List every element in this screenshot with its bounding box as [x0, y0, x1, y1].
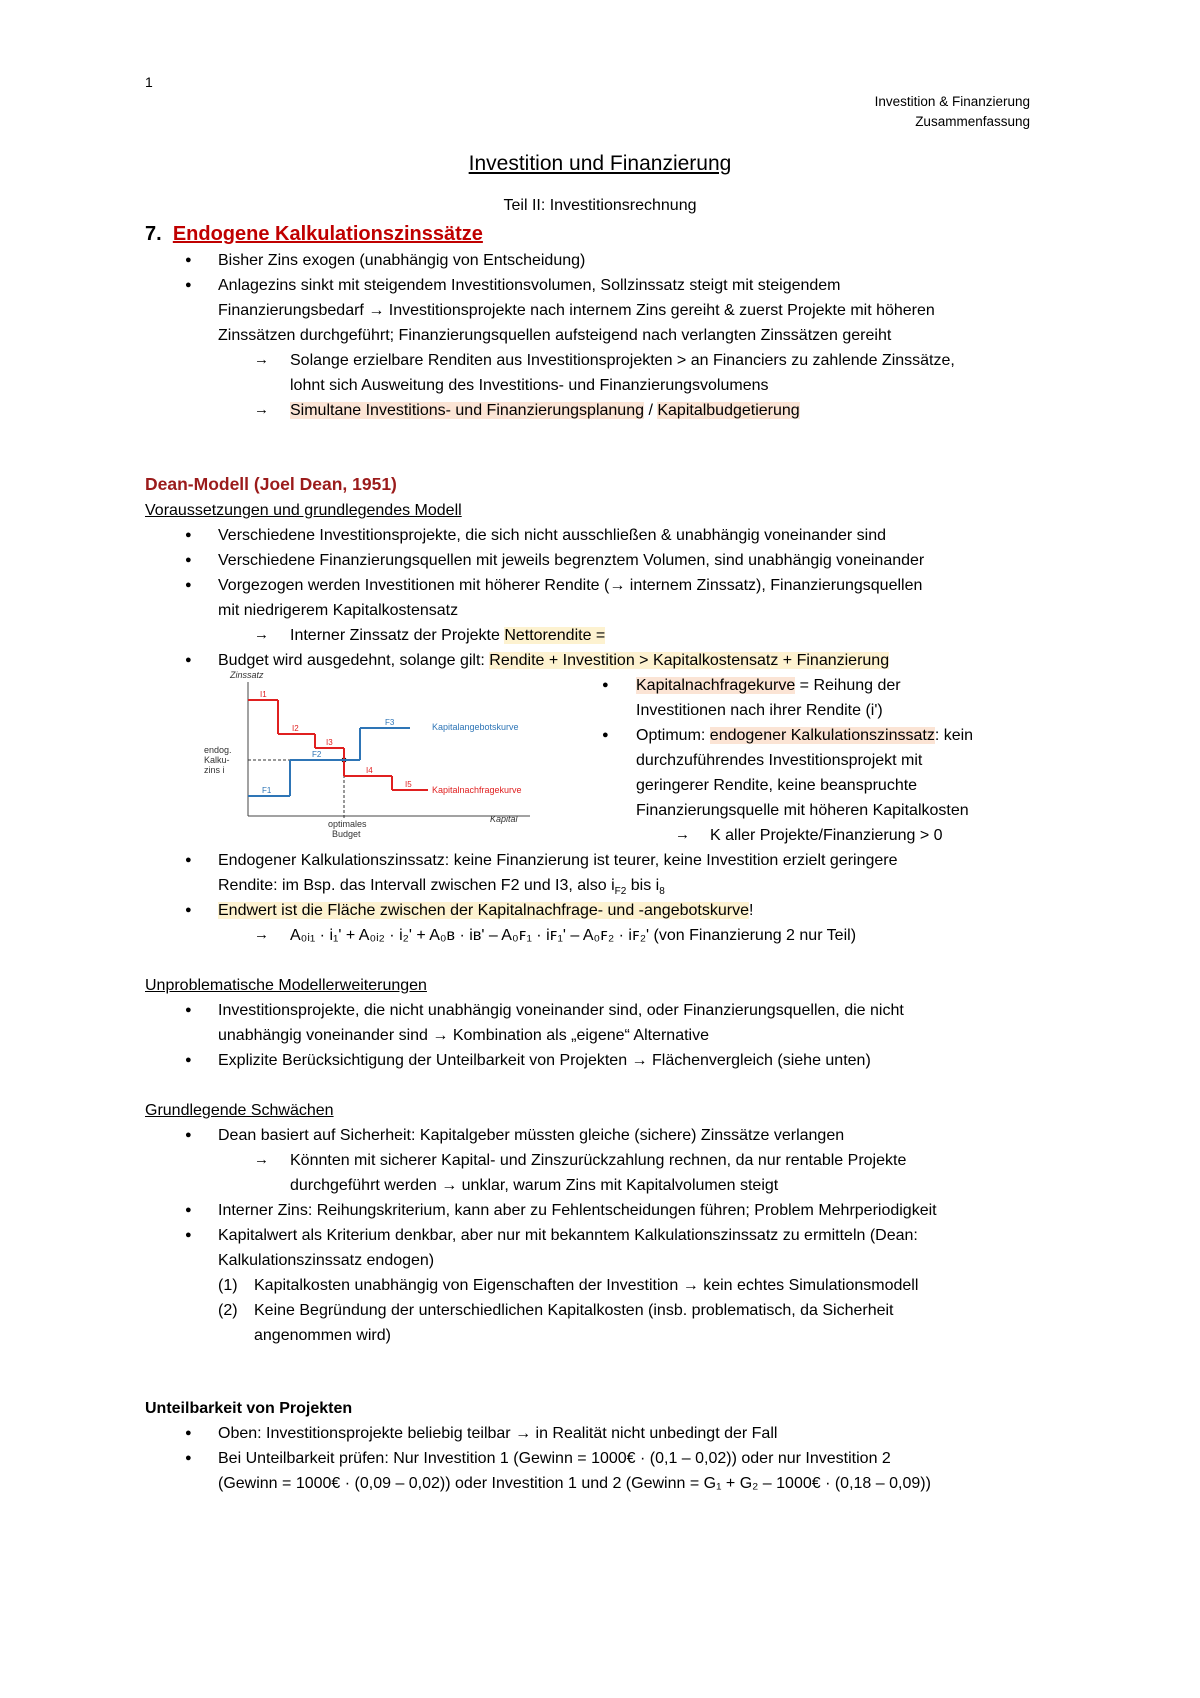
text-line: Verschiedene Finanzierungsquellen mit jeweils begrenztem Volumen, sind unabhängig voneinander: [218, 552, 925, 569]
arrow-icon: →: [254, 351, 269, 368]
page-number: 1: [145, 74, 153, 90]
text: Interner Zinssatz der Projekte: [290, 627, 505, 644]
highlight: Kapitalnachfragekurve: [636, 677, 796, 694]
label-f1: F1: [262, 786, 272, 795]
text-line: [218, 901, 753, 921]
text-line: Finanzierungsquelle mit höheren Kapitalkosten: [636, 802, 969, 819]
text-line: Bei Unteilbarkeit prüfen: Nur Investition 1 (Gewinn = 1000€ · (0,1 – 0,02)) oder nur Investition 2: [218, 1450, 891, 1467]
budget-label-1: optimales: [328, 819, 367, 829]
text: bis i: [626, 877, 660, 894]
budget-label-2: Budget: [332, 829, 361, 839]
text-line: unabhängig voneinander sind → Kombination als „eigene“ Alternative: [218, 1027, 709, 1044]
bullet-icon: ●: [185, 854, 192, 866]
bullet-icon: ●: [185, 904, 192, 916]
text-line: Keine Begründung der unterschiedlichen Kapitalkosten (insb. problematisch, da Sicherheit: [254, 1302, 894, 1319]
text-line: K aller Projekte/Finanzierung > 0: [710, 827, 943, 844]
text-line: Kapitalkosten unabhängig von Eigenschaften der Investition → kein echtes Simulationsmodell: [254, 1277, 919, 1294]
y-axis-label: Zinssatz: [230, 670, 264, 680]
bullet-icon: ●: [185, 654, 192, 666]
text-line: Kalkulationszinssatz endogen): [218, 1252, 435, 1269]
text-line: mit niedrigerem Kapitalkostensatz: [218, 602, 459, 619]
arrow-icon: →: [675, 826, 690, 843]
arrow-icon: →: [254, 926, 269, 943]
demand-curve: [248, 700, 428, 790]
label-i4: I4: [366, 766, 373, 775]
label-i3: I3: [326, 738, 333, 747]
text-line: Finanzierungsbedarf → Investitionsprojekte nach internem Zins gereiht & zuerst Projekte mit höheren: [218, 302, 935, 319]
endog-label-1: endog.: [204, 745, 232, 755]
subheading: Voraussetzungen und grundlegendes Modell: [145, 502, 462, 519]
text-line: Könnten mit sicherer Kapital- und Zinszurückzahlung rechnen, da nur rentable Projekte: [290, 1152, 907, 1169]
demand-curve-label: Kapitalnachfragekurve: [432, 785, 522, 795]
dean-model-chart: [200, 668, 580, 840]
text-line: Zinssätzen durchgeführt; Finanzierungsquellen aufsteigend nach verlangten Zinssätzen gereiht: [218, 327, 892, 344]
text-line: angenommen wird): [254, 1327, 391, 1344]
arrow-icon: →: [254, 1151, 269, 1168]
highlight: endogener Kalkulationszinssatz: [709, 727, 935, 744]
bullet-icon: ●: [185, 1054, 192, 1066]
text-line: Interner Zins: Reihungskriterium, kann aber zu Fehlentscheidungen führen; Problem Mehrperiodigkeit: [218, 1202, 937, 1219]
bullet-icon: ●: [185, 1229, 192, 1241]
text-line: Kapitalwert als Kriterium denkbar, aber nur mit bekanntem Kalkulationszinssatz zu ermitteln (Dean:: [218, 1227, 918, 1244]
text-line: Investitionen nach ihrer Rendite (i'): [636, 702, 883, 719]
label-f2: F2: [312, 750, 322, 759]
dean-heading: Dean-Modell (Joel Dean, 1951): [145, 474, 397, 494]
subheading: Unproblematische Modellerweiterungen: [145, 977, 427, 994]
highlight: Rendite + Investition > Kapitalkostensatz + Finanzierung: [489, 652, 890, 669]
bullet-icon: ●: [185, 1004, 192, 1016]
list-number: (2): [218, 1302, 238, 1319]
document-subtitle: Teil II: Investitionsrechnung: [503, 197, 697, 214]
bullet-icon: ●: [185, 554, 192, 566]
text-line: Solange erzielbare Renditen aus Investitionsprojekten > an Financiers zu zahlende Zinssätze,: [290, 352, 955, 369]
label-i1: I1: [260, 690, 267, 699]
text-line: [290, 626, 605, 646]
header-line-1: Investition & Finanzierung: [874, 94, 1030, 109]
separator: /: [644, 402, 658, 419]
text-line: durchgeführt werden → unklar, warum Zins mit Kapitalvolumen steigt: [290, 1177, 779, 1194]
formula: A₀ᵢ₁ · i₁' + A₀ᵢ₂ · i₂' + A₀ʙ · iʙ' – A₀ꜰ₁ · iꜰ₁' – A₀ꜰ₂ · iꜰ₂' (von Finanzierung 2 nur Teil): [290, 927, 857, 944]
highlight: Nettorendite =: [504, 627, 606, 644]
arrow-icon: →: [254, 401, 269, 418]
bullet-icon: ●: [185, 1452, 192, 1464]
text-line: durchzuführendes Investitionsprojekt mit: [636, 752, 923, 769]
text: = Reihung der: [795, 677, 901, 694]
text-line: (Gewinn = 1000€ · (0,09 – 0,02)) oder Investition 1 und 2 (Gewinn = G₁ + G₂ – 1000€ · (0,18 – 0,09)): [218, 1475, 931, 1492]
subheading: Grundlegende Schwächen: [145, 1102, 334, 1119]
text-line: Vorgezogen werden Investitionen mit höherer Rendite (→ internem Zinssatz), Finanzierungsquellen: [218, 577, 923, 594]
text-line: Bisher Zins exogen (unabhängig von Entscheidung): [218, 252, 586, 269]
list-number: (1): [218, 1277, 238, 1294]
text: : kein: [934, 727, 974, 744]
section-7-heading: [145, 223, 483, 246]
text-line: Dean basiert auf Sicherheit: Kapitalgeber müssten gleiche (sichere) Zinssätze verlangen: [218, 1127, 845, 1144]
endog-label-2: Kalku-: [204, 755, 230, 765]
bullet-icon: ●: [185, 529, 192, 541]
supply-curve-label: Kapitalangebotskurve: [432, 722, 519, 732]
arrow-icon: →: [254, 626, 269, 643]
section-number: 7.: [145, 223, 162, 245]
text-line: [290, 401, 800, 421]
subscript: 8: [659, 886, 665, 898]
unteil-heading: Unteilbarkeit von Projekten: [145, 1400, 353, 1417]
text-line: [218, 876, 665, 902]
text-line: lohnt sich Ausweitung des Investitions- und Finanzierungsvolumens: [290, 377, 769, 394]
text: Budget wird ausgedehnt, solange gilt:: [218, 652, 490, 669]
text-line: Endogener Kalkulationszinssatz: keine Finanzierung ist teurer, keine Investition erzielt geringere: [218, 852, 898, 869]
label-f3: F3: [385, 718, 395, 727]
bullet-icon: ●: [185, 1427, 192, 1439]
document-title: Investition und Finanzierung: [468, 152, 732, 175]
text-line: Verschiedene Investitionsprojekte, die sich nicht ausschließen & unabhängig voneinander sind: [218, 527, 886, 544]
bullet-icon: ●: [185, 1204, 192, 1216]
bullet-icon: ●: [185, 1129, 192, 1141]
text: !: [748, 902, 754, 919]
text-line: Anlagezins sinkt mit steigendem Investitionsvolumen, Sollzinssatz steigt mit steigendem: [218, 277, 841, 294]
label-i2: I2: [292, 724, 299, 733]
endog-label-3: zins i: [204, 765, 225, 775]
x-axis-label: Kapital: [490, 814, 518, 824]
text-line: [636, 676, 901, 696]
highlight: Simultane Investitions- und Finanzierungsplanung: [290, 402, 644, 419]
text-line: [636, 726, 973, 746]
bullet-icon: ●: [185, 579, 192, 591]
bullet-icon: ●: [185, 279, 192, 291]
text-line: Explizite Berücksichtigung der Unteilbarkeit von Projekten → Flächenvergleich (siehe unten): [218, 1052, 871, 1069]
header-line-2: Zusammenfassung: [915, 114, 1030, 129]
subscript: F2: [614, 886, 627, 898]
text-line: Oben: Investitionsprojekte beliebig teilbar → in Realität nicht unbedingt der Fall: [218, 1425, 778, 1442]
bullet-icon: ●: [602, 679, 609, 691]
highlight: Endwert ist die Fläche zwischen der Kapitalnachfrage- und -angebotskurve: [218, 902, 749, 919]
highlight: Kapitalbudgetierung: [657, 402, 800, 419]
text-line: geringerer Rendite, keine beanspruchte: [636, 777, 918, 794]
text: Rendite: im Bsp. das Intervall zwischen F2 und I3, also i: [218, 877, 615, 894]
bullet-icon: ●: [185, 254, 192, 266]
label-i5: I5: [405, 780, 412, 789]
bullet-icon: ●: [602, 729, 609, 741]
text: Optimum:: [636, 727, 710, 744]
section-title: Endogene Kalkulationszinssätze: [172, 223, 483, 245]
text-line: Investitionsprojekte, die nicht unabhängig voneinander sind, oder Finanzierungsquellen, die nicht: [218, 1002, 904, 1019]
